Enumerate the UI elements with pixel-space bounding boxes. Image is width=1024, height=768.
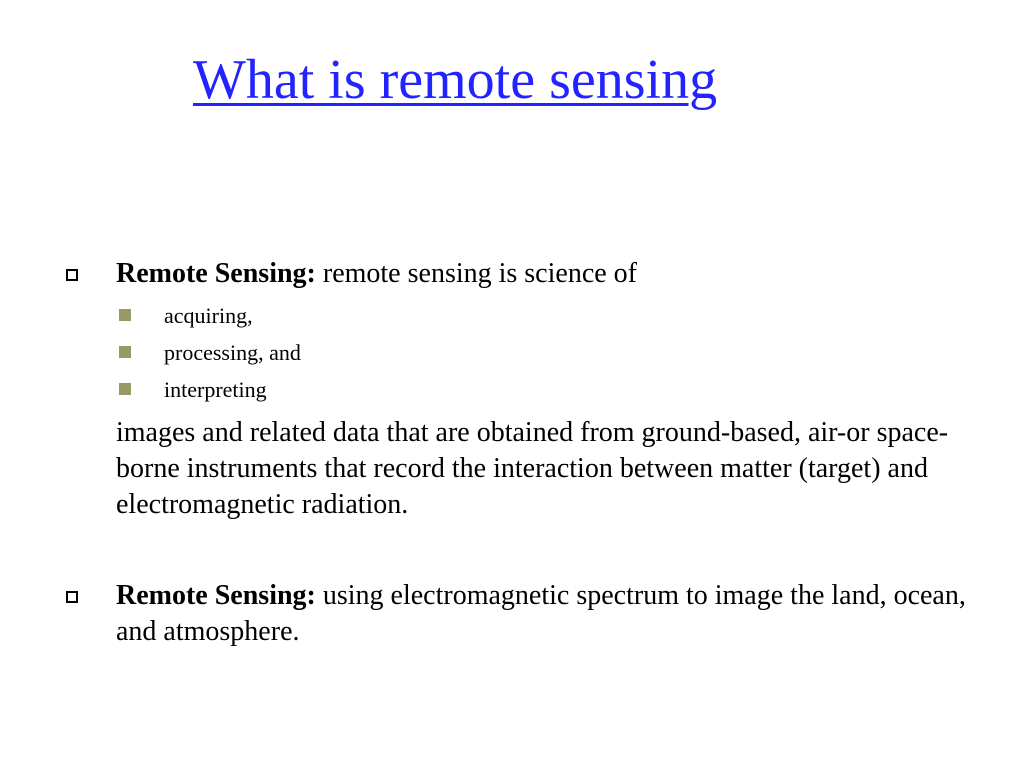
filled-square-icon [119,383,131,395]
bullet-lead: Remote Sensing: [116,580,316,611]
sub-bullet-text: processing, and [164,340,301,365]
bullet-lead: Remote Sensing: [116,258,316,289]
bullet-item [116,578,986,650]
filled-square-icon [119,346,131,358]
bullet-text: using electromagnetic spectrum to image the land, ocean, and atmosphere. [116,580,966,647]
sub-bullet-text: acquiring, [164,303,253,328]
bullet-continuation-text: images and related data that are obtained from ground-based, air-or space-borne instruments that record the interaction between matter (target) and electromagnetic radiation. [116,417,949,520]
bullet-item [116,256,986,292]
hollow-square-icon [66,269,78,281]
hollow-square-icon [66,591,78,603]
sub-bullet-text: interpreting [164,377,267,402]
filled-square-icon [119,309,131,321]
bullet-text: remote sensing is science of [315,258,637,289]
slide-title: What is remote sensing [193,49,718,111]
